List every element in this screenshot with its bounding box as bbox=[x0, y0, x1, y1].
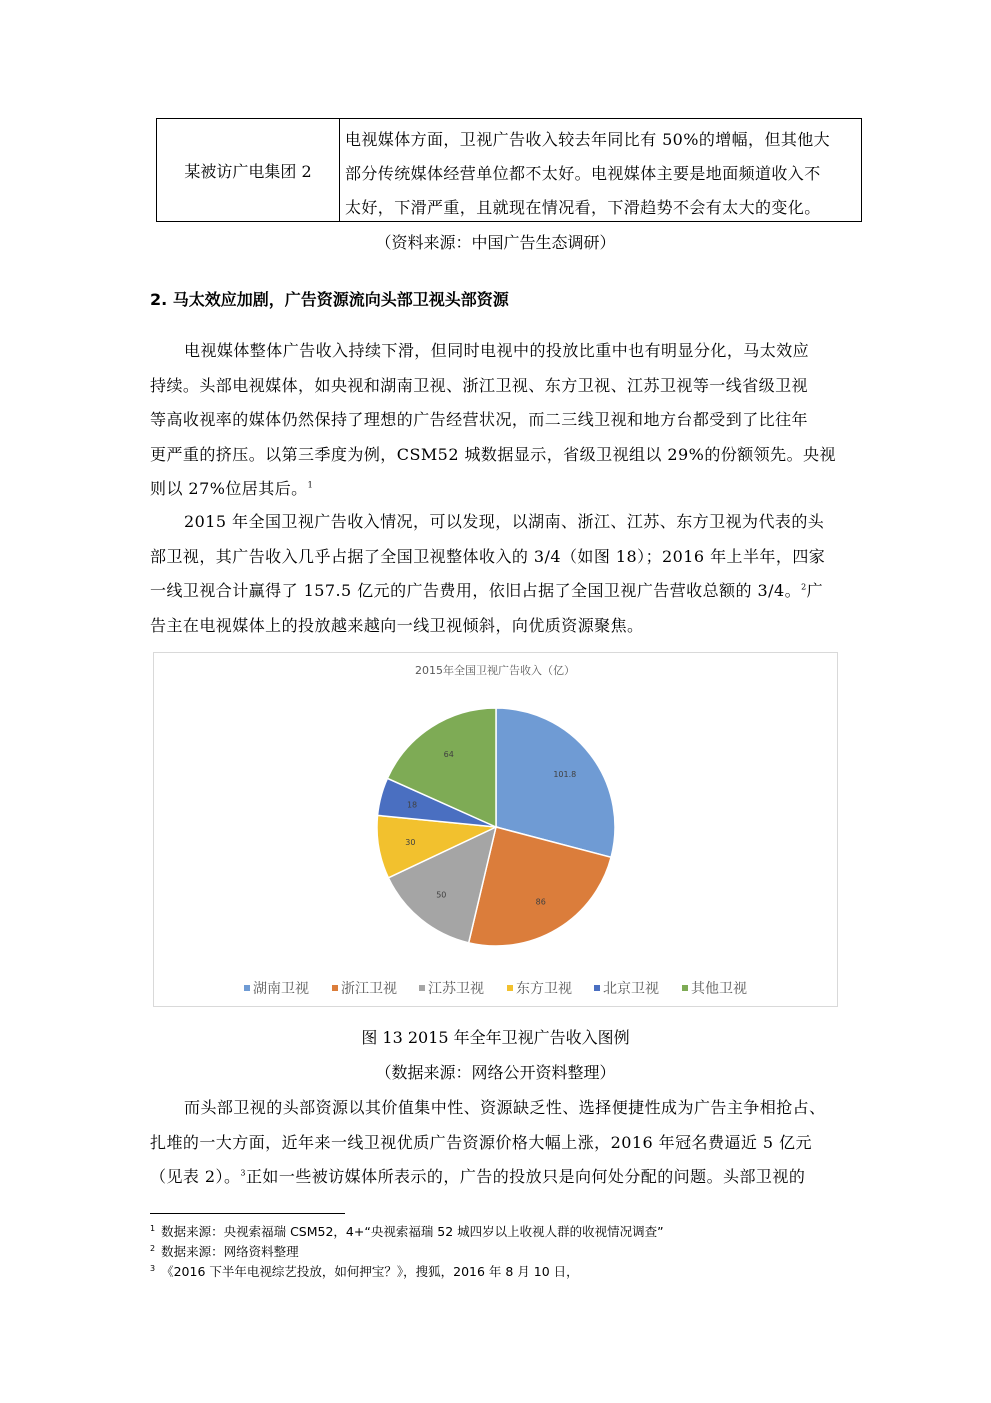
interview-table bbox=[156, 118, 862, 222]
footnote-divider bbox=[150, 1213, 345, 1214]
para-line: 告主在电视媒体上的投放越来越向一线卫视倾斜，向优质资源聚焦。 bbox=[150, 615, 644, 635]
table-source: （资料来源：中国广告生态调研） bbox=[375, 233, 616, 252]
pie-data-label: 64 bbox=[443, 750, 454, 760]
legend-label: 东方卫视 bbox=[516, 981, 572, 997]
section-heading: 2. 马太效应加剧，广告资源流向头部卫视头部资源 bbox=[150, 290, 509, 309]
pie-data-label: 30 bbox=[405, 837, 416, 847]
legend-item bbox=[244, 980, 309, 997]
pie-chart bbox=[154, 653, 837, 1006]
footnote-2: $^2$ 数据来源：网络资料整理 bbox=[150, 1243, 299, 1259]
pie-data-label: 50 bbox=[436, 890, 447, 900]
legend-label: 北京卫视 bbox=[603, 981, 659, 997]
para-line: 2015 年全国卫视广告收入情况，可以发现，以湖南、浙江、江苏、东方卫视为代表的头 bbox=[184, 512, 825, 531]
legend-swatch bbox=[594, 985, 600, 991]
pie-chart-frame bbox=[153, 652, 838, 1007]
para-line: 部卫视，其广告收入几乎占据了全国卫视整体收入的 3/4（如图 18）；2016 年上半年，四家 bbox=[150, 546, 826, 566]
para-line: 则以 27%位居其后。 bbox=[150, 479, 308, 498]
para-line: 电视媒体整体广告收入持续下滑，但同时电视中的投放比重中也有明显分化，马太效应 bbox=[184, 341, 810, 360]
legend-label: 其他卫视 bbox=[691, 981, 747, 997]
legend-item bbox=[682, 981, 747, 997]
pie-data-label: 101.8 bbox=[553, 769, 577, 779]
paragraph-2 bbox=[150, 505, 844, 643]
legend-item bbox=[332, 980, 397, 997]
footnote-3: $^3$ 《2016 下半年电视综艺投放，如何押宝？》，搜狐，2016 年 8 月 10 日， bbox=[150, 1263, 579, 1279]
table-label-cell: 某被访广电集团 2 bbox=[157, 119, 340, 221]
footnote-ref[interactable]: 3 bbox=[240, 1168, 246, 1178]
table-content-cell bbox=[345, 123, 857, 225]
legend-item bbox=[419, 980, 484, 997]
para-line-tail: 广 bbox=[806, 581, 824, 600]
chart-title: 2015年全国卫视广告收入（亿） bbox=[415, 664, 575, 677]
figure-caption: 图 13 2015 年全年卫视广告收入图例 bbox=[361, 1028, 630, 1047]
table-line: 部分传统媒体经营单位都不太好。电视媒体主要是地面频道收入不 bbox=[345, 164, 821, 183]
legend-swatch bbox=[419, 985, 425, 991]
para-line: 等高收视率的媒体仍然保持了理想的广告经营状况，而二三线卫视和地方台都受到了比往年 bbox=[150, 410, 809, 429]
para-line: 持续。头部电视媒体，如央视和湖南卫视、浙江卫视、东方卫视、江苏卫视等一线省级卫视 bbox=[150, 375, 809, 395]
pie-data-label: 18 bbox=[406, 800, 418, 810]
legend-label: 湖南卫视 bbox=[253, 981, 309, 997]
legend-item bbox=[594, 981, 659, 997]
paragraph-1 bbox=[150, 334, 844, 507]
para-line: 一线卫视合计赢得了 157.5 亿元的广告费用，依旧占据了全国卫视广告营收总额的 3/4。 bbox=[150, 581, 802, 600]
para-line: （见表 2）。 bbox=[150, 1167, 241, 1186]
para-line: 而头部卫视的头部资源以其价值集中性、资源缺乏性、选择便捷性成为广告主争相抢占、 bbox=[184, 1098, 826, 1117]
figure-source: （数据来源：网络公开资料整理） bbox=[375, 1063, 616, 1082]
paragraph-3 bbox=[150, 1091, 844, 1195]
footnote-ref[interactable]: 2 bbox=[801, 582, 807, 592]
footnote-1: $^1$ 数据来源：央视索福瑞 CSM52，4+“央视索福瑞 52 城四岁以上收视人群的收视情况调查” bbox=[150, 1223, 664, 1239]
legend-swatch bbox=[244, 985, 250, 991]
legend-swatch bbox=[332, 985, 338, 991]
pie-data-label: 86 bbox=[535, 897, 546, 907]
footnote-ref[interactable]: 1 bbox=[307, 480, 314, 490]
legend-swatch bbox=[507, 985, 513, 991]
legend-label: 浙江卫视 bbox=[341, 981, 397, 997]
para-line: 更严重的挤压。以第三季度为例，CSM52 城数据显示，省级卫视组以 29%的份额领先。央视 bbox=[150, 444, 836, 464]
para-line: 正如一些被访媒体所表示的，广告的投放只是向何处分配的问题。头部卫视的 bbox=[245, 1167, 806, 1186]
table-line: 太好，下滑严重，且就现在情况看，下滑趋势不会有太大的变化。 bbox=[345, 198, 821, 217]
legend-label: 江苏卫视 bbox=[428, 981, 484, 997]
legend-swatch bbox=[682, 985, 688, 991]
legend-item bbox=[507, 981, 572, 997]
table-line: 电视媒体方面，卫视广告收入较去年同比有 50%的增幅，但其他大 bbox=[345, 130, 831, 149]
para-line: 扎堆的一大方面，近年来一线卫视优质广告资源价格大幅上涨，2016 年冠名费逼近 5 亿元 bbox=[150, 1132, 812, 1152]
